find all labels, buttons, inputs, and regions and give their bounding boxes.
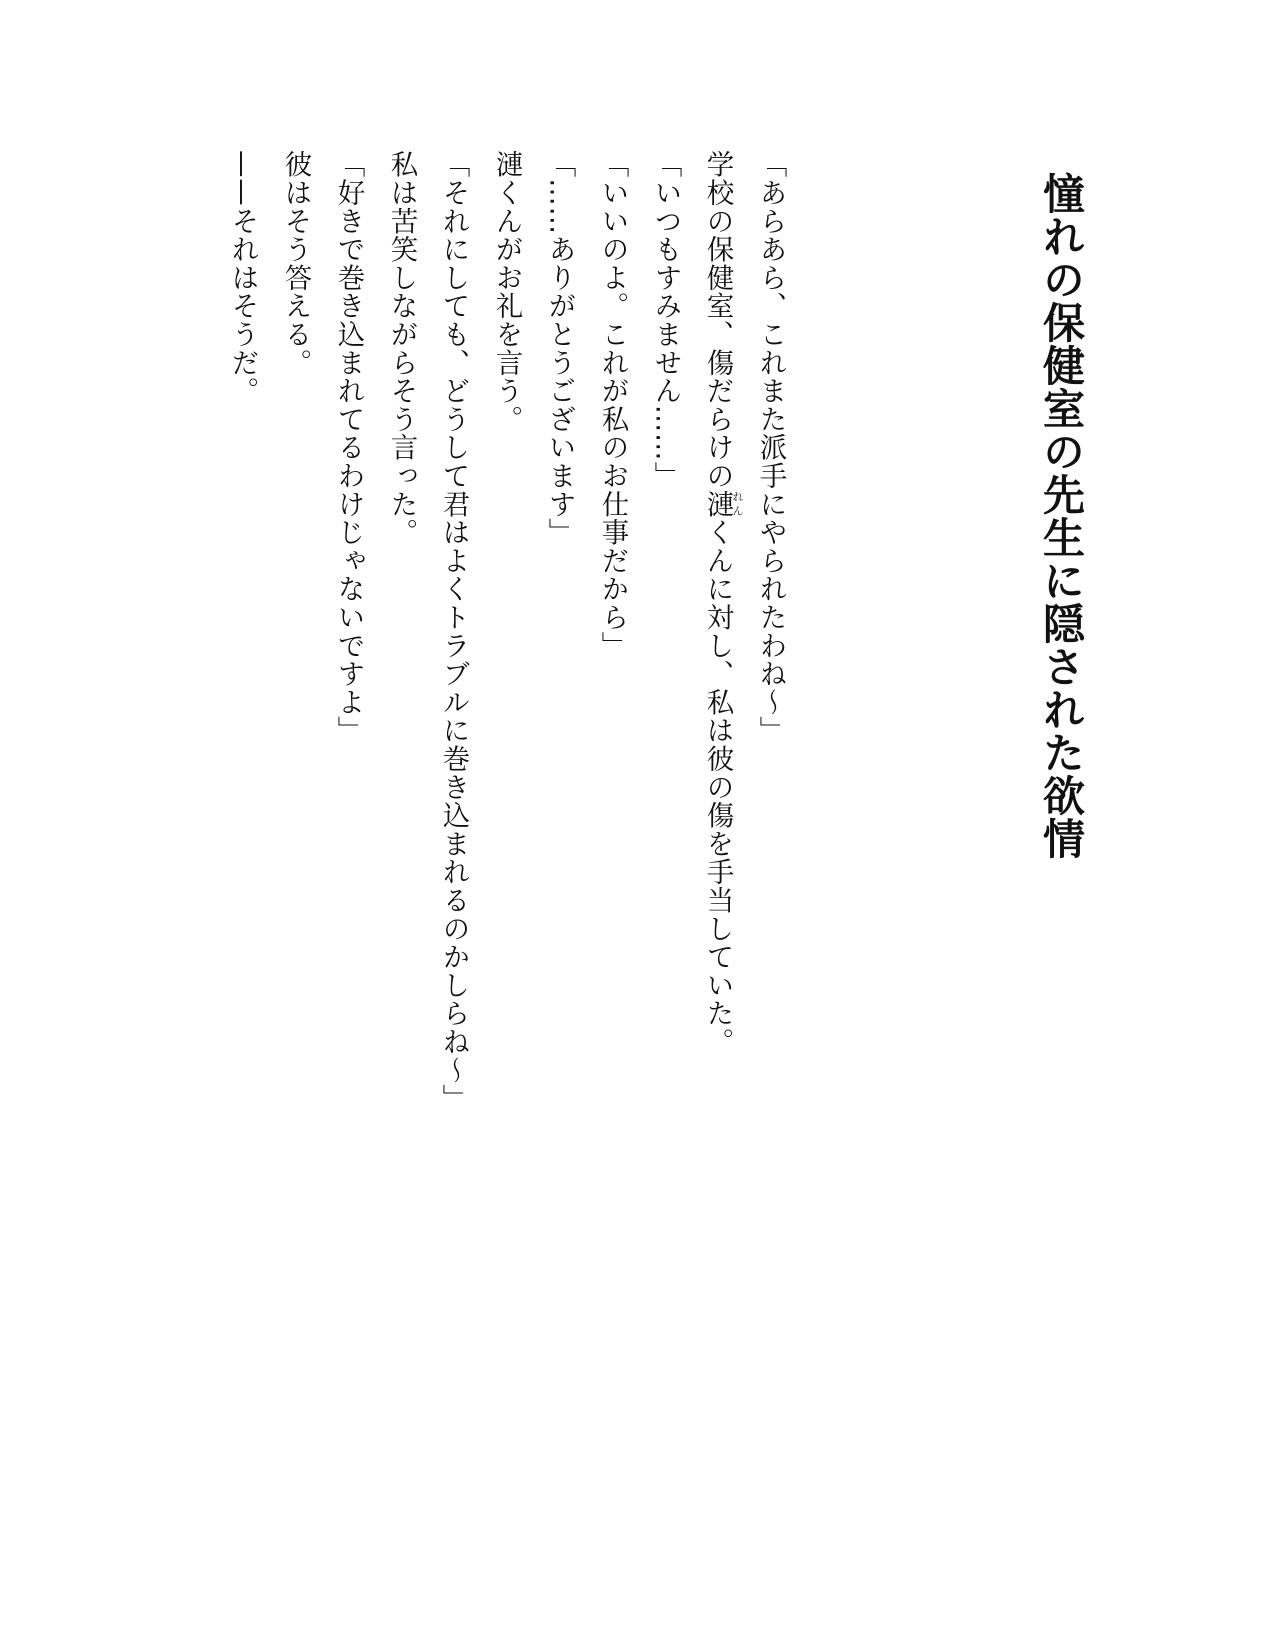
- body-line-1: 「あらあら、これまた派手にやられたわね〜」: [754, 150, 787, 745]
- ruby-ren-reading: れん: [731, 489, 744, 518]
- body-line-8: 私は苦笑しながらそう言った。: [385, 150, 418, 547]
- body-line-2-before: 学校の保健室、傷だらけの: [701, 150, 734, 490]
- page-title: 憧れの保健室の先生に隠された欲情: [1037, 172, 1086, 860]
- body-line-4: 「いいのよ。これが私のお仕事だから」: [596, 150, 629, 660]
- ruby-ren-base: 漣: [701, 489, 734, 518]
- ruby-ren: [701, 489, 744, 518]
- body-line-2-after: くんに対し、私は彼の傷を手当していた。: [701, 517, 734, 1056]
- body-line-9: 「好きで巻き込まれてるわけじゃないですよ」: [332, 150, 365, 745]
- body-line-3: 「いつもすみません……」: [649, 150, 682, 490]
- body-line-5: 「……ありがとうございます」: [543, 150, 576, 547]
- body-line-6: 漣くんがお礼を言う。: [490, 150, 523, 433]
- body-line-11: ——それはそうだ。: [226, 150, 259, 405]
- body-line-10: 彼はそう答える。: [279, 150, 312, 377]
- body-line-7: 「それにしても、どうして君はよくトラブルに巻き込まれるのかしらね〜」: [437, 150, 470, 1113]
- body-line-2: [703, 150, 744, 1056]
